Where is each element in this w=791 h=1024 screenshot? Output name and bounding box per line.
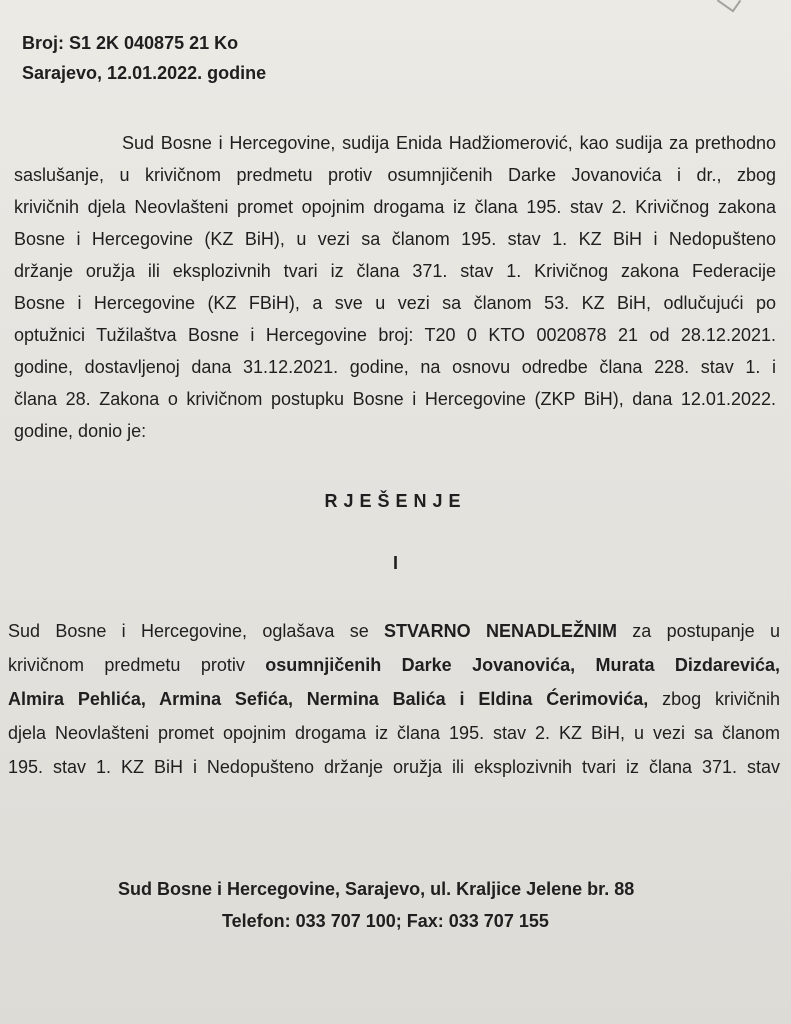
ruling-line: Sud Bosne i Hercegovine, oglašava se STVARNO NENADLEŽNIM za postupanje u [8,621,780,641]
intro-line: optužnici Tužilaštva Bosne i Hercegovine broj: T20 0 KTO 0020878 21 od 28.12.2021. [14,325,776,345]
intro-line: člana 28. Zakona o krivičnom postupku Bosne i Hercegovine (ZKP BiH), dana 12.01.2022. [14,389,776,409]
intro-line: saslušanje, u krivičnom predmetu protiv osumnjičenih Darke Jovanovića i dr., zbog [14,165,776,185]
case-number: Broj: S1 2K 040875 21 Ko [22,33,239,53]
ruling-line: djela Neovlašteni promet opojnim drogama iz člana 195. stav 2. KZ BiH, u vezi sa članom [8,723,780,743]
decision-title: RJEŠENJE [324,491,467,511]
intro-line: Sud Bosne i Hercegovine, sudija Enida Hadžiomerović, kao sudija za prethodno [122,133,776,153]
ruling-line: Almira Pehlića, Armina Sefića, Nermina Balića i Eldina Ćerimovića, zbog krivičnih [8,689,781,709]
intro-line: krivičnih djela Neovlašteni promet opojnim drogama iz člana 195. stav 2. Krivičnog zakona [14,197,776,217]
footer-contact: Telefon: 033 707 100; Fax: 033 707 155 [222,911,549,931]
intro-line: Bosne i Hercegovine (KZ FBiH), a sve u vezi sa članom 53. KZ BiH, odlučujući po [14,293,776,313]
check-mark-icon [717,0,741,12]
intro-line: godine, dostavljenoj dana 31.12.2021. godine, na osnovu odredbe člana 228. stav 1. i [14,357,776,377]
ruling-line: 195. stav 1. KZ BiH i Nedopušteno držanje oružja ili eksplozivnih tvari iz člana 371. stav [8,757,780,777]
section-number: I [392,553,398,573]
footer-address: Sud Bosne i Hercegovine, Sarajevo, ul. Kraljice Jelene br. 88 [118,879,635,899]
intro-line: Bosne i Hercegovine (KZ BiH), u vezi sa članom 195. stav 1. KZ BiH i Nedopušteno [14,229,776,249]
intro-line: držanje oružja ili eksplozivnih tvari iz člana 371. stav 1. Krivičnog zakona Federacije [14,261,776,281]
place-date: Sarajevo, 12.01.2022. godine [22,63,267,83]
intro-line: godine, donio je: [14,421,147,441]
ruling-line: krivičnom predmetu protiv osumnjičenih Darke Jovanovića, Murata Dizdarevića, [8,655,780,675]
